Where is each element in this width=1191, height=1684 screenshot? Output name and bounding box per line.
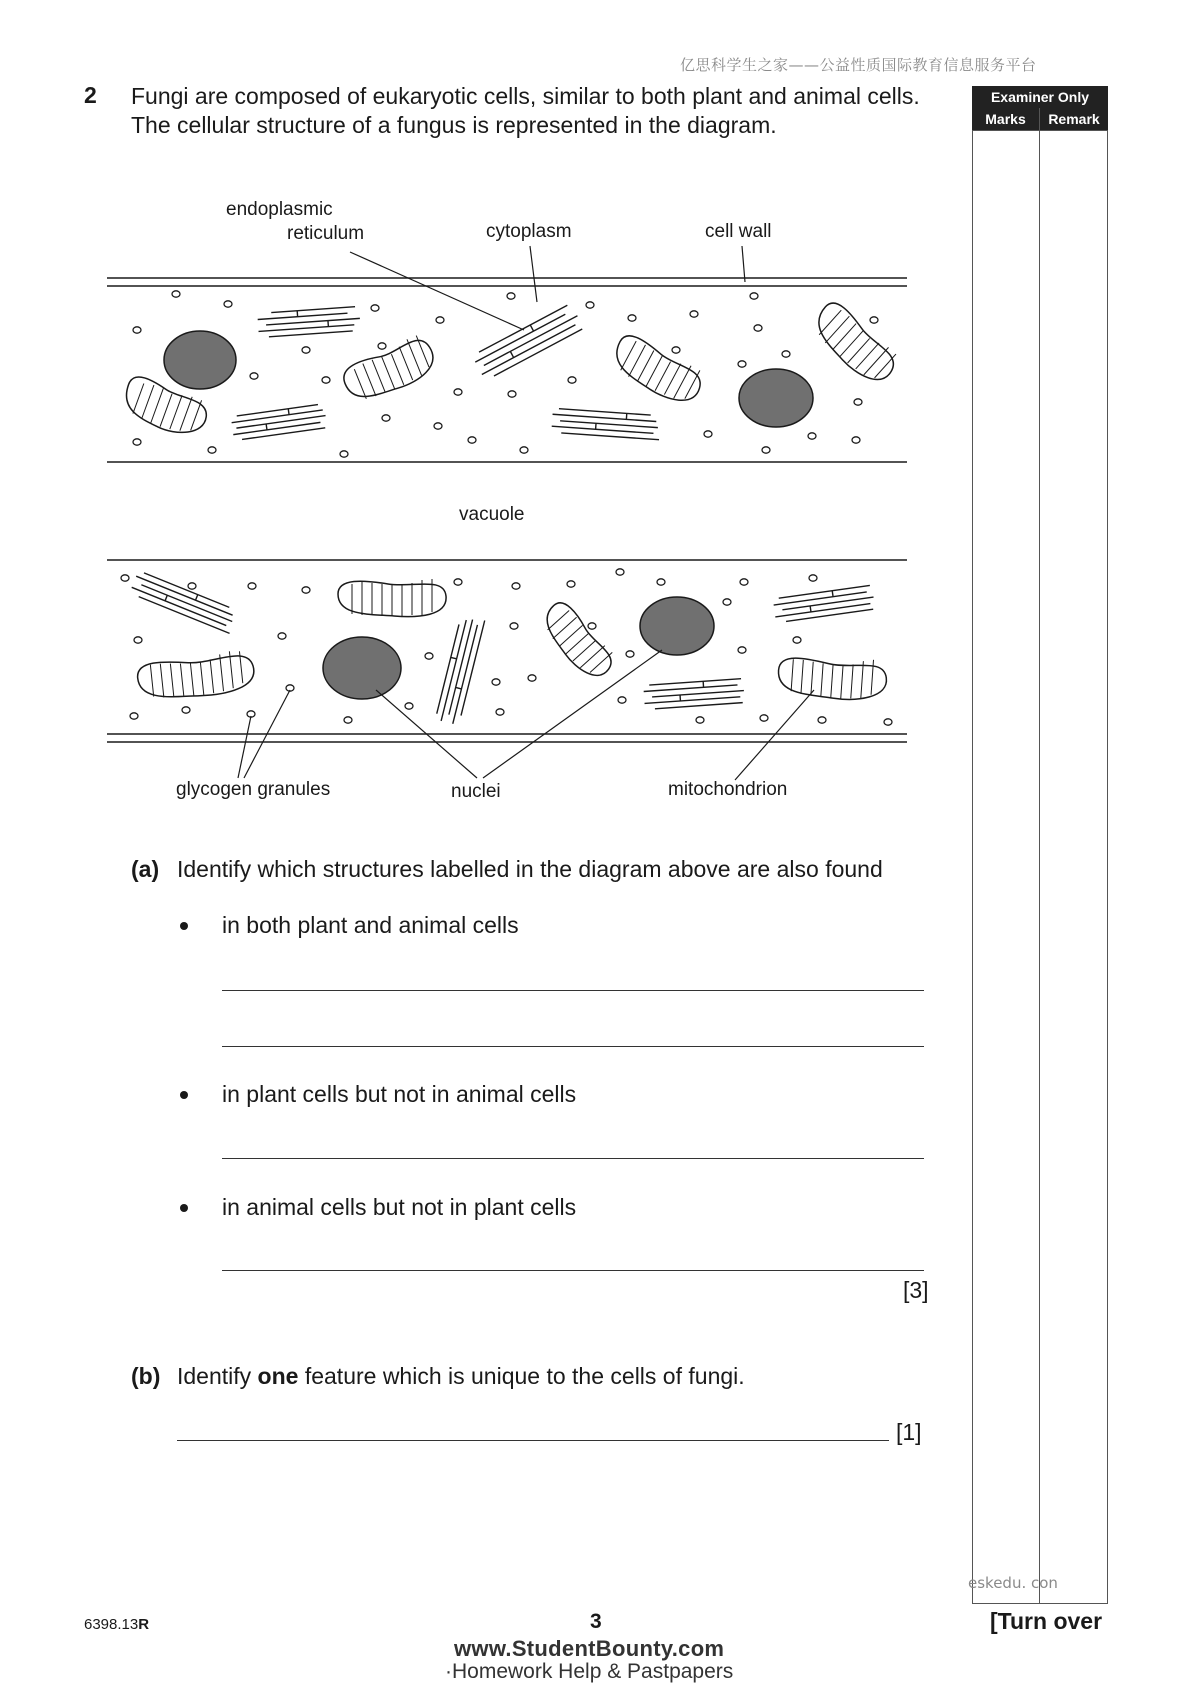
answer-line-b[interactable] — [177, 1440, 889, 1441]
answer-line-a1-1[interactable] — [222, 990, 924, 991]
part-b-prompt-bold: one — [257, 1363, 299, 1389]
bullet-dot — [180, 922, 188, 930]
paper-code — [84, 1616, 149, 1633]
part-a-bullet-2: in plant cells but not in animal cells — [222, 1081, 577, 1107]
bullet-dot — [180, 1204, 188, 1212]
part-b-prompt — [177, 1363, 745, 1390]
paper-code-number: 6398.13 — [84, 1616, 139, 1633]
answer-line-a1-2[interactable] — [222, 1046, 924, 1047]
paper-code-suffix: R — [138, 1616, 150, 1633]
header-watermark: 亿思科学生之家——公益性质国际教育信息服务平台 — [680, 56, 1037, 74]
label-endoplasmic-line2: reticulum — [287, 223, 365, 244]
part-a-bullet-1: in both plant and animal cells — [222, 912, 519, 938]
bullet-dot — [180, 1091, 188, 1099]
answer-line-a3[interactable] — [222, 1270, 924, 1271]
turn-over: [Turn over — [990, 1608, 1103, 1634]
watermark-url: www.StudentBounty.com — [454, 1636, 725, 1661]
question-number: 2 — [84, 82, 97, 108]
part-b-marks: [1] — [896, 1419, 922, 1445]
side-watermark: eskedu. con — [968, 1574, 1058, 1592]
question-intro: Fungi are composed of eukaryotic cells, similar to both plant and animal cells. The cellular structure of a fungus is represented in the diagram. — [131, 83, 920, 138]
page-number: 3 — [590, 1610, 602, 1633]
part-a-label: (a) — [131, 856, 160, 882]
part-a-bullet-3: in animal cells but not in plant cells — [222, 1194, 577, 1220]
label-endoplasmic-line1: endoplasmic — [226, 199, 333, 220]
part-b-prompt-pre: Identify — [177, 1363, 258, 1389]
remark-column-header: Remark — [1040, 108, 1108, 130]
part-b-prompt-post: feature which is unique to the cells of fungi. — [298, 1363, 745, 1389]
watermark-tagline: ·Homework Help & Pastpapers — [445, 1660, 734, 1683]
label-cell-wall: cell wall — [705, 221, 772, 242]
label-mitochondrion: mitochondrion — [668, 779, 788, 800]
leader-lines — [238, 246, 814, 780]
marks-column-header: Marks — [972, 108, 1039, 130]
answer-line-a2[interactable] — [222, 1158, 924, 1159]
examiner-only-header: Examiner Only — [972, 86, 1108, 108]
label-nuclei: nuclei — [451, 781, 501, 802]
label-glycogen-granules: glycogen granules — [176, 779, 331, 800]
fungal-cell-diagram — [0, 0, 1191, 820]
part-a-marks: [3] — [903, 1277, 929, 1303]
label-vacuole: vacuole — [459, 504, 525, 525]
part-a-prompt: Identify which structures labelled in the diagram above are also found — [177, 856, 883, 882]
label-cytoplasm: cytoplasm — [486, 221, 572, 242]
part-b-label: (b) — [131, 1363, 161, 1389]
